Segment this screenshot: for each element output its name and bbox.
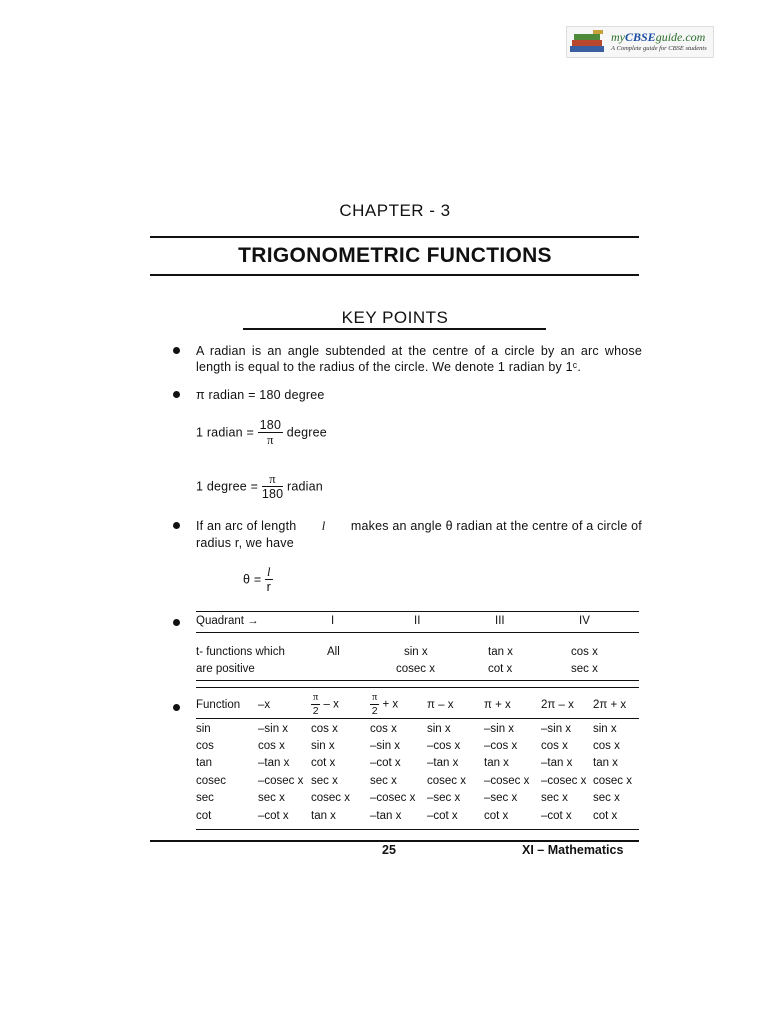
function-value-cell: sin x [311,740,335,752]
header-suffix: – x [323,698,339,711]
row-label: are positive [196,663,255,675]
function-value-cell: –sec x [427,792,461,804]
function-value-cell: cot x [484,810,509,822]
function-value-cell: –cos x [427,740,461,752]
function-value-cell: –tan x [258,757,290,769]
quadrant-header: Quadrant → [196,615,259,627]
table-rule [196,632,639,633]
function-value-cell: –sin x [370,740,401,752]
quadrant-header: IV [579,615,590,627]
function-value-cell: –cot x [541,810,572,822]
function-value-cell: sec x [541,792,568,804]
fraction [311,692,320,717]
function-header: 2π + x [593,699,627,711]
function-value-cell: –cos x [484,740,518,752]
function-value-cell: cos x [593,740,620,752]
numerator: π [372,692,378,703]
fraction [265,565,273,595]
function-header: –x [258,699,271,711]
quadrant-header: II [414,615,421,627]
function-value-cell: cos x [258,740,285,752]
mycbseguide-logo [566,26,714,58]
one-radian-equation [196,418,327,448]
function-value-cell: cot x [311,757,336,769]
arc-length-symbol: l [321,519,326,533]
theta-equation [243,565,273,595]
function-value-cell: –tan x [427,757,459,769]
numerator: π [313,692,319,703]
fraction [258,418,283,448]
function-value-cell: –tan x [541,757,573,769]
function-name-cell: cos [196,740,214,752]
fraction [262,472,283,502]
function-header [311,692,339,717]
quadrant-value: tan x [488,646,513,658]
function-value-cell: cos x [311,723,338,735]
quadrant-value: sec x [571,663,598,675]
key-points-heading: KEY POINTS [341,308,449,327]
table-rule [196,611,639,612]
function-value-cell: sin x [593,723,617,735]
denominator: r [266,580,272,594]
function-value-cell: –sin x [258,723,289,735]
footer-rule [150,840,639,842]
arc-statement-line2: radius r, we have [196,536,294,550]
quadrant-header: I [331,615,335,627]
function-value-cell: –sec x [484,792,518,804]
quadrant-value: All [327,646,340,658]
function-value-cell: sec x [593,792,620,804]
function-value-cell: cos x [541,740,568,752]
row-label: t- functions which [196,646,285,658]
function-value-cell: sec x [311,775,338,787]
table-rule [196,680,639,681]
arc-text: If an arc of length [196,519,297,533]
function-value-cell: –cosec x [258,775,304,787]
quadrant-value: cot x [488,663,513,675]
chapter-title: TRIGONOMETRIC FUNCTIONS [238,244,552,267]
function-name-cell: cot [196,810,212,822]
function-value-cell: tan x [484,757,509,769]
one-degree-equation [196,472,323,502]
equation-label: 1 radian = [196,425,254,440]
function-value-cell: –cot x [427,810,458,822]
unit: radian [286,479,323,494]
subject-label: XI – Mathematics [522,843,624,857]
function-header: π + x [484,699,511,711]
logo-tagline: A Complete guide for CBSE students [611,45,707,52]
arc-statement-line1 [196,518,642,534]
radian-definition: A radian is an angle subtended at the centre of a circle by an arc whose length is equal to the radius of the circle. We denote 1 radian by 1ᶜ. [196,344,642,374]
numerator: l [267,565,271,579]
function-value-cell: –cot x [258,810,289,822]
bullet [173,704,180,711]
bullet [173,347,180,354]
function-header: π – x [427,699,454,711]
page-number: 25 [382,843,396,857]
logo-name: myCBSEguide.com [611,30,706,44]
pi-radian-equation: π radian = 180 degree [196,388,325,402]
function-header [370,692,398,717]
bullet [173,619,180,626]
chapter-number: CHAPTER - 3 [339,201,451,220]
fraction [370,692,379,717]
denominator: 2 [312,705,319,717]
quadrant-value: sin x [404,646,428,658]
table-rule [196,829,639,830]
denominator: 2 [371,705,378,717]
function-value-cell: –sin x [484,723,515,735]
function-value-cell: –cosec x [370,792,416,804]
function-value-cell: cot x [593,810,618,822]
denominator: π [267,433,274,447]
header-suffix: + x [382,698,399,711]
divider [150,274,639,276]
quadrant-value: cos x [571,646,598,658]
divider [150,236,639,238]
function-value-cell: cosec x [593,775,632,787]
function-value-cell: sec x [258,792,285,804]
function-value-cell: –cot x [370,757,401,769]
function-name-cell: cosec [196,775,227,787]
function-value-cell: cosec x [427,775,466,787]
equation-label: 1 degree = [196,479,259,494]
function-value-cell: –tan x [370,810,402,822]
table-rule [196,687,639,688]
function-name-cell: tan [196,757,212,769]
arc-text: makes an angle θ radian at the centre of a circle of [350,519,642,533]
quadrant-value: cosec x [396,663,435,675]
numerator: π [262,472,283,487]
function-name-cell: sec [196,792,214,804]
function-value-cell: cos x [370,723,397,735]
bullet [173,391,180,398]
function-value-cell: cosec x [311,792,350,804]
books-icon [569,30,607,54]
bullet [173,522,180,529]
equation-label: θ = [243,572,262,587]
function-value-cell: sec x [370,775,397,787]
function-value-cell: –cosec x [541,775,587,787]
quadrant-header: III [495,615,505,627]
function-name-cell: sin [196,723,211,735]
function-value-cell: tan x [593,757,618,769]
divider [243,328,546,330]
numerator: 180 [259,418,282,432]
function-header: Function [196,699,241,711]
function-header: 2π – x [541,699,574,711]
function-value-cell: sin x [427,723,451,735]
function-value-cell: –sin x [541,723,572,735]
table-rule [196,718,639,719]
function-value-cell: –cosec x [484,775,530,787]
unit: degree [286,425,327,440]
denominator: 180 [261,487,284,501]
function-value-cell: tan x [311,810,336,822]
